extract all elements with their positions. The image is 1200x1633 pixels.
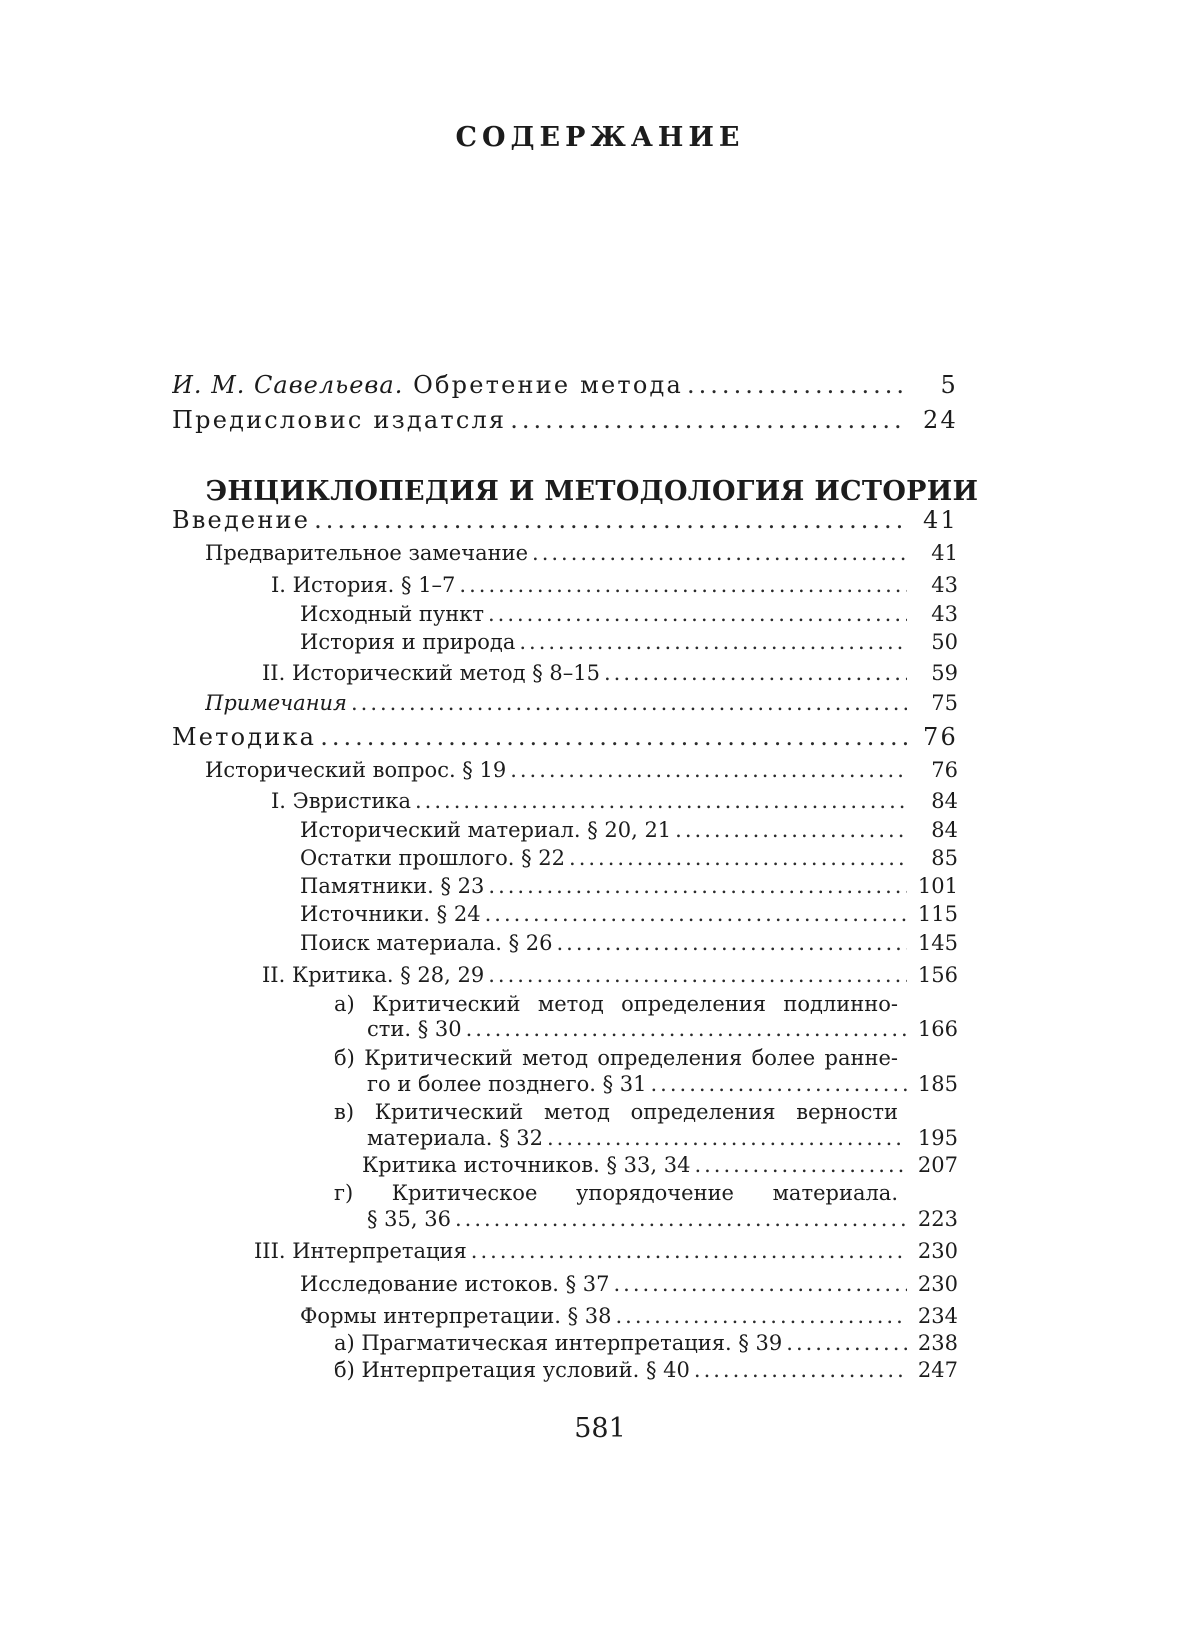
- dot-leader: [506, 405, 907, 435]
- dot-leader: [683, 370, 907, 400]
- dot-leader: [515, 627, 907, 657]
- dot-leader: [481, 899, 907, 929]
- dot-leader: [782, 1328, 907, 1358]
- toc-entry[interactable]: [0, 1236, 1200, 1266]
- dot-leader: [609, 1269, 907, 1299]
- dot-leader: [671, 815, 907, 845]
- toc-entry-page: 59: [931, 661, 958, 685]
- dot-leader: [484, 599, 907, 629]
- toc-entry-page: 156: [917, 963, 958, 987]
- toc-entry-page: 24: [923, 406, 958, 434]
- page-number: 581: [574, 1413, 626, 1444]
- dot-leader: [600, 658, 907, 688]
- toc-entry-page: 115: [917, 902, 958, 926]
- toc-entry-page: 75: [931, 691, 958, 715]
- toc-entry[interactable]: [0, 1301, 1200, 1331]
- dot-leader: [467, 1236, 907, 1266]
- toc-entry-title: сти. § 30: [367, 1017, 462, 1041]
- toc-entry[interactable]: [0, 1150, 1200, 1180]
- toc-entry-page: 234: [917, 1304, 958, 1328]
- toc-entry[interactable]: [0, 1328, 1200, 1358]
- toc-entry-page: 238: [917, 1331, 958, 1355]
- toc-entry[interactable]: [0, 538, 1200, 568]
- toc-entry[interactable]: [0, 405, 1200, 435]
- toc-entry-page: 166: [917, 1017, 958, 1041]
- toc-entry[interactable]: [0, 1069, 1200, 1099]
- dot-leader: [647, 1069, 908, 1099]
- toc-entry-page: 223: [917, 1207, 958, 1231]
- toc-entry[interactable]: [0, 370, 1200, 400]
- toc-entry-page: 43: [931, 573, 958, 597]
- toc-entry-title: Предисловис издатсля: [172, 406, 507, 434]
- toc-entry-page: 84: [931, 789, 958, 813]
- toc-entry[interactable]: [0, 871, 1200, 901]
- dot-leader: [462, 1014, 907, 1044]
- toc-entry[interactable]: [0, 815, 1200, 845]
- toc-entry-page: 43: [931, 602, 958, 626]
- dot-leader: [310, 505, 907, 535]
- toc-entry[interactable]: [0, 505, 1200, 535]
- toc-entry-page: 76: [923, 723, 958, 751]
- section-heading: ЭНЦИКЛОПЕДИЯ И МЕТОДОЛОГИЯ ИСТОРИИ: [205, 476, 979, 507]
- toc-entry-title: Памятники. § 23: [300, 874, 485, 898]
- toc-entry[interactable]: [0, 843, 1200, 873]
- toc-entry[interactable]: [0, 627, 1200, 657]
- dot-leader: [484, 871, 907, 901]
- toc-entry-page: 230: [917, 1272, 958, 1296]
- toc-entry-page: 85: [931, 846, 958, 870]
- toc-entry-title: Исследование истоков. § 37: [300, 1272, 610, 1296]
- dot-leader: [411, 786, 907, 816]
- toc-entry[interactable]: [0, 722, 1200, 752]
- toc-entry-title: Исходный пункт: [300, 602, 484, 626]
- dot-leader: [506, 755, 907, 785]
- toc-entry-title: Формы интерпретации. § 38: [300, 1304, 612, 1328]
- dot-leader: [611, 1301, 907, 1331]
- toc-entry-title: б) Критический метод определения более ранне-: [334, 1046, 898, 1070]
- toc-entry-title: § 35, 36: [367, 1207, 451, 1231]
- toc-entry-page: 76: [931, 758, 958, 782]
- toc-entry[interactable]: [0, 960, 1200, 990]
- toc-entry-page: 5: [940, 371, 958, 399]
- toc-entry[interactable]: [0, 899, 1200, 929]
- toc-entry[interactable]: [0, 1204, 1200, 1234]
- toc-entry-title: материала. § 32: [367, 1126, 543, 1150]
- toc-entry-title: а) Прагматическая интерпретация. § 39: [334, 1331, 783, 1355]
- toc-entry-title: Поиск материала. § 26: [300, 931, 553, 955]
- toc-entry-title: Критика источников. § 33, 34: [362, 1153, 691, 1177]
- dot-leader: [690, 1355, 907, 1385]
- toc-entry-page: 207: [917, 1153, 958, 1177]
- dot-leader: [543, 1123, 907, 1153]
- toc-entry-title: Исторический вопрос. § 19: [205, 758, 507, 782]
- toc-entry-page: 41: [931, 541, 958, 565]
- toc-entry-title: Обретение метода: [403, 371, 684, 399]
- toc-entry-page: 84: [931, 818, 958, 842]
- toc-entry-title: го и более позднего. § 31: [367, 1072, 647, 1096]
- toc-entry-author: И. М. Савельева.: [172, 371, 404, 399]
- toc-entry-page: 50: [931, 630, 958, 654]
- toc-entry-title: Предварительное замечание: [205, 541, 529, 565]
- toc-entry[interactable]: [0, 688, 1200, 718]
- toc-entry-title: II. Критика. § 28, 29: [262, 963, 485, 987]
- dot-leader: [455, 570, 907, 600]
- toc-entry[interactable]: [0, 658, 1200, 688]
- toc-entry-title: Примечания: [205, 691, 347, 715]
- toc-entry[interactable]: [0, 1123, 1200, 1153]
- toc-entry-title: а) Критический метод определения подлинно-: [334, 992, 898, 1016]
- dot-leader: [347, 688, 907, 718]
- toc-entry-title: б) Интерпретация условий. § 40: [334, 1358, 690, 1382]
- toc-entry-title: в) Критический метод определения верности: [334, 1100, 898, 1124]
- toc-entry[interactable]: [0, 570, 1200, 600]
- dot-leader: [484, 960, 907, 990]
- toc-entry-page: 101: [917, 874, 958, 898]
- toc-entry[interactable]: [0, 1014, 1200, 1044]
- dot-leader: [565, 843, 907, 873]
- toc-entry-title: г) Критическое упорядочение материала.: [334, 1181, 898, 1205]
- dot-leader: [316, 722, 907, 752]
- toc-entry[interactable]: [0, 786, 1200, 816]
- toc-entry[interactable]: [0, 1269, 1200, 1299]
- toc-entry[interactable]: [0, 599, 1200, 629]
- toc-entry-page: 145: [917, 931, 958, 955]
- toc-entry-title: Источники. § 24: [300, 902, 481, 926]
- toc-entry-title: Введение: [172, 506, 311, 534]
- toc-entry[interactable]: [0, 928, 1200, 958]
- dot-leader: [528, 538, 907, 568]
- dot-leader: [552, 928, 907, 958]
- toc-entry-title: Исторический материал. § 20, 21: [300, 818, 672, 842]
- toc-entry-title: История и природа: [300, 630, 516, 654]
- page-title: СОДЕРЖАНИЕ: [455, 122, 745, 153]
- toc-entry-title: I. Эвристика: [271, 789, 411, 813]
- toc-entry-title: I. История. § 1–7: [271, 573, 456, 597]
- toc-entry-title: III. Интерпретация: [254, 1239, 467, 1263]
- toc-entry-title: II. Исторический метод § 8–15: [262, 661, 600, 685]
- toc-entry[interactable]: [0, 755, 1200, 785]
- toc-entry-page: 247: [917, 1358, 958, 1382]
- toc-entry-page: 195: [917, 1126, 958, 1150]
- toc-entry-title: Методика: [172, 723, 317, 751]
- toc-entry-page: 230: [917, 1239, 958, 1263]
- dot-leader: [451, 1204, 907, 1234]
- toc-entry-page: 41: [923, 506, 958, 534]
- dot-leader: [690, 1150, 907, 1180]
- toc-entry-page: 185: [917, 1072, 958, 1096]
- toc-entry-title: Остатки прошлого. § 22: [300, 846, 566, 870]
- toc-entry[interactable]: [0, 1355, 1200, 1385]
